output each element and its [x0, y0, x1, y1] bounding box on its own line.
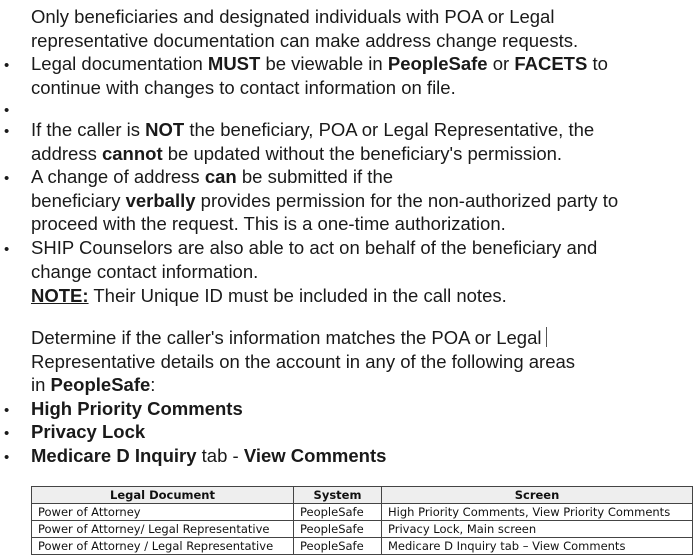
bullet-5-line-1: SHIP Counselors are also able to act on behalf of the beneficiary and	[31, 237, 598, 258]
cell-system: PeopleSafe	[294, 504, 382, 521]
bullet-5-line-2: change contact information.	[31, 261, 259, 282]
bullet: •	[4, 449, 10, 466]
cell-legal-document: Power of Attorney / Legal Representative	[32, 538, 294, 555]
bullet: •	[4, 170, 10, 187]
cell-screen: Privacy Lock, Main screen	[382, 521, 693, 538]
cell-system: PeopleSafe	[294, 538, 382, 555]
text-cursor	[546, 327, 547, 347]
determine-line-2: Representative details on the account in any of the following areas	[31, 351, 576, 372]
note-line: NOTE: Their Unique ID must be included in the call notes.	[31, 285, 507, 306]
header-screen: Screen	[382, 487, 693, 504]
bullet-3-line-2: address cannot be updated without the beneficiary's permission.	[31, 143, 563, 164]
bullet-4-line-2: beneficiary verbally provides permission for the non-authorized party to	[31, 190, 619, 211]
note-label: NOTE:	[31, 285, 89, 306]
cell-screen: Medicare D Inquiry tab – View Comments	[382, 538, 693, 555]
bullet: •	[4, 425, 10, 442]
table-row	[32, 504, 693, 521]
bullet: •	[4, 402, 10, 419]
bullet-3-line-1: If the caller is NOT the beneficiary, POA or Legal Representative, the	[31, 119, 595, 140]
legal-document-table	[31, 486, 693, 555]
intro-line-1: Only beneficiaries and designated individuals with POA or Legal	[31, 6, 555, 27]
area-privacy-lock: Privacy Lock	[31, 421, 146, 442]
cell-screen: High Priority Comments, View Priority Comments	[382, 504, 693, 521]
table-header-row	[32, 487, 693, 504]
intro-line-2: representative documentation can make address change requests.	[31, 30, 579, 51]
cell-legal-document: Power of Attorney	[32, 504, 294, 521]
table-row	[32, 538, 693, 555]
bullet: •	[4, 241, 10, 258]
bullet: •	[4, 57, 10, 74]
determine-line-3: in PeopleSafe:	[31, 374, 156, 395]
header-legal-document: Legal Document	[32, 487, 294, 504]
bullet-4-line-1: A change of address can be submitted if the	[31, 166, 394, 187]
table-row	[32, 521, 693, 538]
area-medicare-d-inquiry: Medicare D Inquiry tab - View Comments	[31, 445, 387, 466]
bullet: •	[4, 123, 10, 140]
determine-line-1: Determine if the caller's information matches the POA or Legal	[31, 326, 547, 350]
bullet-1-line-1: Legal documentation MUST be viewable in PeopleSafe or FACETS to	[31, 53, 608, 74]
cell-system: PeopleSafe	[294, 521, 382, 538]
bullet-1-line-2: continue with changes to contact information on file.	[31, 77, 456, 98]
bullet: •	[4, 102, 10, 119]
header-system: System	[294, 487, 382, 504]
area-high-priority-comments: High Priority Comments	[31, 398, 243, 419]
bullet-4-line-3: proceed with the request. This is a one-time authorization.	[31, 213, 506, 234]
cell-legal-document: Power of Attorney/ Legal Representative	[32, 521, 294, 538]
